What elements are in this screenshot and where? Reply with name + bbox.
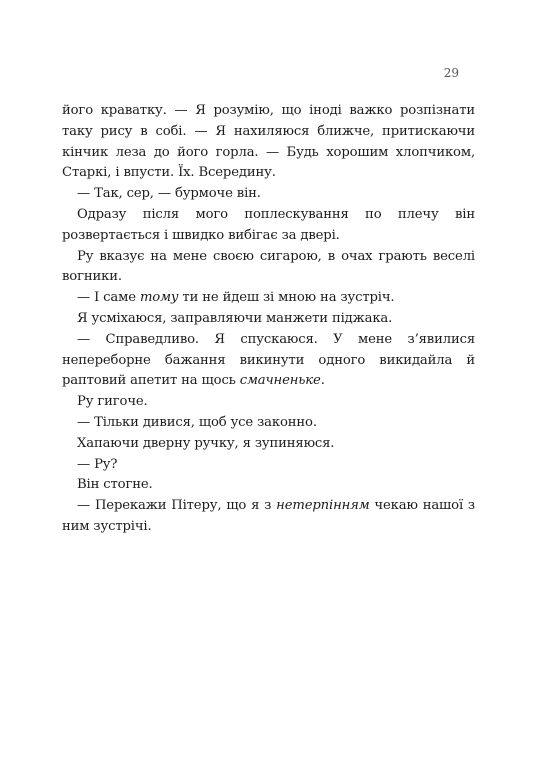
paragraph-text: — Тільки дивися, щоб усе законно. (77, 414, 317, 430)
paragraph (62, 434, 475, 455)
paragraph (62, 413, 475, 434)
paragraph (62, 309, 475, 330)
emphasis-text: нетерпінням (276, 498, 370, 514)
paragraph-text: Він стогне. (77, 477, 153, 493)
paragraph-text: Ру вказує на мене своєю сигарою, в очах грають веселі вогники. (62, 248, 475, 285)
page-number: 29 (443, 66, 459, 80)
paragraph (62, 101, 475, 184)
emphasis-text: тому (139, 290, 179, 306)
paragraph (62, 247, 475, 289)
emphasis-text: смачненьке. (239, 373, 325, 389)
paragraph (62, 455, 475, 476)
paragraph-text: ти не йдеш зі мною на зустріч. (178, 290, 395, 306)
paragraph (62, 288, 475, 309)
paragraph-text: — Ру? (77, 456, 118, 472)
paragraph-text: — І саме (77, 290, 140, 306)
paragraph-text: — Справедливо. Я спускаюся. У мене з’явилися непереборне бажання викинути одного викидайла й раптовий апетит на щось (62, 331, 475, 389)
paragraph-text: чекаю нашої з ним зустрічі. (62, 498, 475, 534)
paragraph-text: Ру гигоче. (77, 394, 148, 410)
body-text (62, 101, 475, 538)
paragraph (62, 496, 475, 538)
paragraph (62, 392, 475, 413)
paragraph-text: Одразу після мого поплескування по плечу він розвертається і швидко вибігає за двері. (62, 206, 475, 243)
paragraph (62, 184, 475, 205)
paragraph-text: Хапаючи дверну ручку, я зупиняюся. (77, 435, 335, 451)
paragraph (62, 330, 475, 392)
paragraph-text: Я усміхаюся, заправляючи манжети піджака. (77, 310, 393, 326)
paragraph (62, 205, 475, 247)
paragraph-text: його краватку. — Я розумію, що іноді важко розпізнати таку рису в собі. — Я нахиляюся ближче, притискаючи кінчик леза до його горла. — Будь хорошим хлопчиком, Старкі, і впусти. Їх. Всередину. (62, 103, 475, 181)
paragraph (62, 475, 475, 496)
paragraph-text: — Перекажи Пітеру, що я з (77, 498, 277, 514)
paragraph-text: — Так, сер, — бурмоче він. (77, 186, 261, 202)
